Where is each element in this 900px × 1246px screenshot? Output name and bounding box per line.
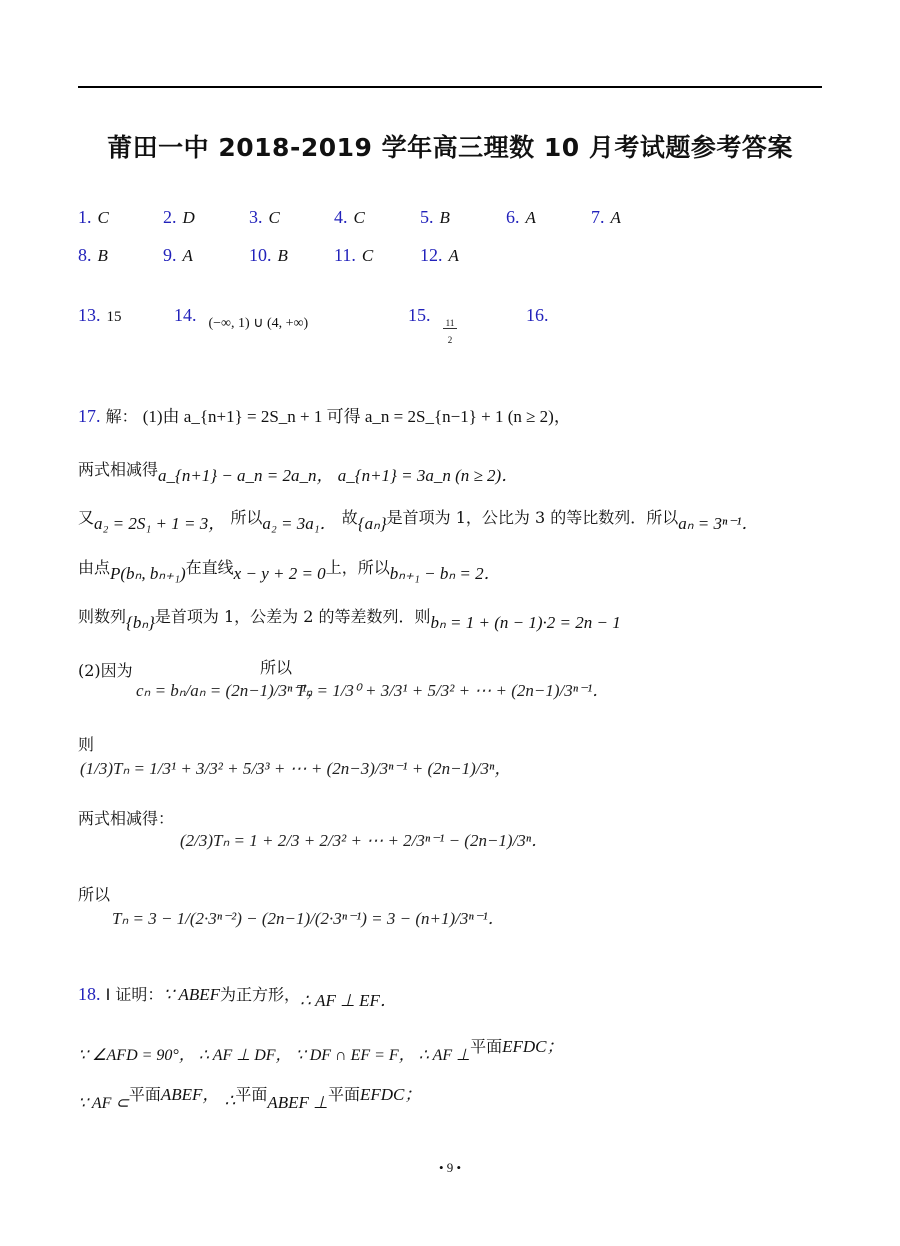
page-number: • 9 •: [438, 1160, 462, 1175]
q17-line-2: 两式相减得a_{n+1} − a_n = 2a_n， a_{n+1} = 3a_n (n ≥ 2)．: [78, 460, 519, 485]
q17-line-4: 由点P(bₙ, bₙ₊₁)在直线x − y + 2 = 0上，所以bₙ₊₁ − bₙ = 2．: [78, 558, 501, 583]
answer-5: 5. B: [420, 207, 450, 227]
answer-4: 4. C: [334, 207, 365, 227]
answer-15: 15.: [408, 305, 431, 325]
q17-line-8-label: 两式相减得：: [78, 809, 175, 828]
q17-line-1: 17. 解： (1)由 a_{n+1} = 2S_n + 1 可得 a_n = 2S_{n−1} + 1 (n ≥ 2)，: [78, 406, 571, 426]
q17-diff-formula: (2/3)Tₙ = 1 + 2/3 + 2/3² + ⋯ + 2/3ⁿ⁻¹ − (2n−1)/3ⁿ．: [180, 831, 549, 850]
answer-11: 11. C: [334, 245, 374, 265]
answer-1: 1. C: [78, 207, 109, 227]
q17-cn-formula: cₙ = bₙ/aₙ = (2n−1)/3ⁿ⁻¹，: [136, 681, 324, 700]
q18-line-3: ∵ AF ⊂平面ABEF， ∴平面ABEF ⊥平面EFDC；: [78, 1085, 422, 1112]
answer-12: 12. A: [420, 245, 459, 265]
q17-tn-formula: Tₙ = 1/3⁰ + 3/3¹ + 5/3² + ⋯ + (2n−1)/3ⁿ⁻¹．: [296, 681, 610, 700]
q17-result-formula: Tₙ = 3 − 1/(2·3ⁿ⁻²) − (2n−1)/(2·3ⁿ⁻¹) = 3 − (n+1)/3ⁿ⁻¹．: [112, 909, 505, 928]
answer-2: 2. D: [163, 207, 195, 227]
header-rule: [78, 86, 822, 88]
q18-line-1: 18. I 证明：∵ ABEF为正方形，∴ AF ⊥ EF．: [78, 984, 397, 1010]
answer-16: 16.: [526, 305, 549, 325]
q17-third-tn-formula: (1/3)Tₙ = 1/3¹ + 3/3² + 5/3³ + ⋯ + (2n−3)/3ⁿ⁻¹ + (2n−1)/3ⁿ，: [80, 759, 512, 778]
answer-14: 14. $_{(-\infty, 1) \cup (4, +\infty)}$: [174, 305, 309, 331]
answer-9: 9. A: [163, 245, 193, 265]
q18-line-2: ∵ ∠AFD = 90°， ∴ AF ⊥ DF， ∵ DF ∩ EF = F， ∴ AF ⊥平面EFDC；: [78, 1037, 564, 1064]
answer-8: 8. B: [78, 245, 108, 265]
answer-6: 6. A: [506, 207, 536, 227]
answer-10: 10. B: [249, 245, 288, 265]
q17-line-5: 则数列{bₙ}是首项为 1，公差为 2 的等差数列．则bₙ = 1 + (n − 1)·2 = 2n − 1: [78, 607, 621, 632]
answer-3: 3. C: [249, 207, 280, 227]
q17-line-7-label: 则: [78, 735, 95, 754]
q17-line-9-label: 所以: [78, 885, 111, 904]
answer-13: 13. 15: [78, 305, 122, 325]
page-title: 莆田一中 2018-2019 学年高三理数 10 月考试题参考答案: [107, 133, 793, 162]
q17-line-6-so: 所以: [260, 658, 293, 677]
q17-line-6-label: (2)因为: [78, 661, 133, 680]
answer-7: 7. A: [591, 207, 621, 227]
answer-15-fraction: 11 2: [443, 318, 457, 345]
q17-line-3: 又a₂ = 2S₁ + 1 = 3， 所以a₂ = 3a₁． 故{aₙ}是首项为 1，公比为 3 的等比数列．所以aₙ = 3ⁿ⁻¹．: [78, 508, 759, 533]
